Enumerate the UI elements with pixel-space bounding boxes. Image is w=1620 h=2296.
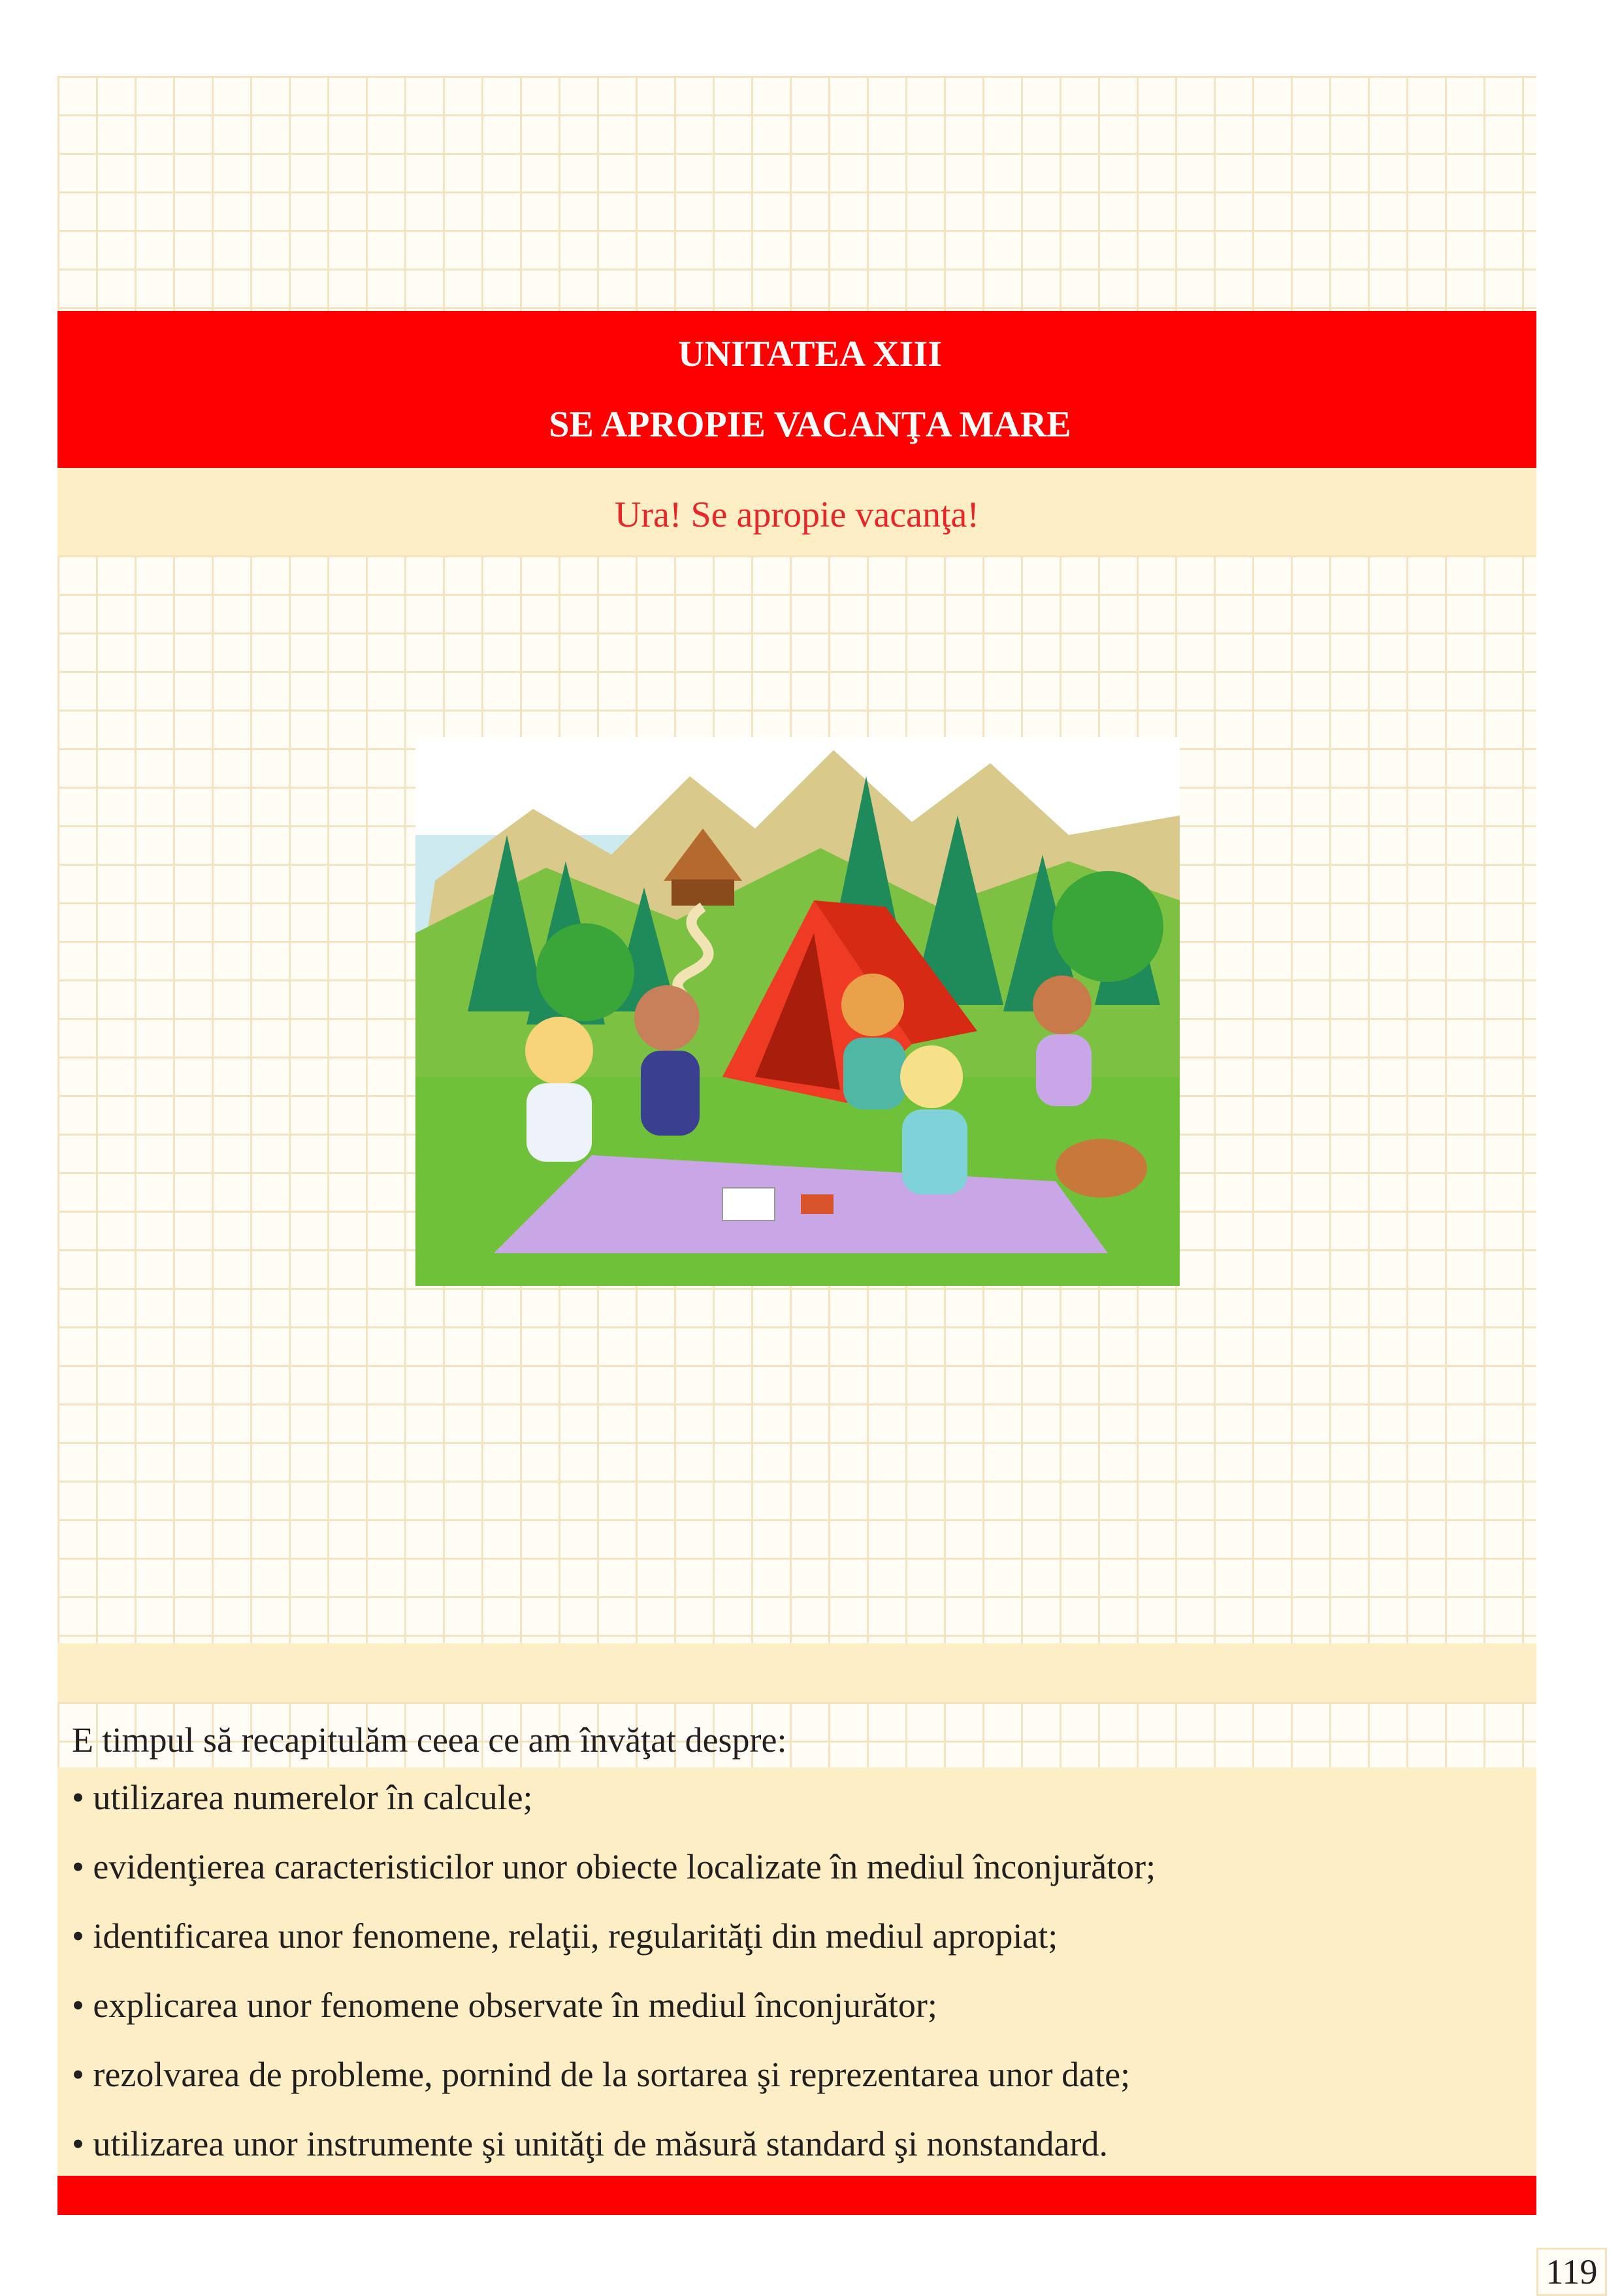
- grid-background-top: [57, 76, 1536, 311]
- summary-list: [72, 1777, 1156, 2193]
- page-number: 119: [1546, 2252, 1598, 2291]
- separator-band: [57, 1643, 1536, 1702]
- summary-intro: E timpul să recapitulăm ceea ce am învăţat despre:: [72, 1720, 787, 1760]
- lesson-subtitle: Ura! Se apropie vacanţa!: [614, 495, 980, 535]
- list-item: • explicarea unor fenomene observate în mediul înconjurător;: [72, 1986, 937, 2025]
- list-item: • rezolvarea de probleme, pornind de la sortarea şi reprezentarea unor date;: [72, 2055, 1131, 2094]
- list-item: • utilizarea numerelor în calcule;: [72, 1778, 533, 1817]
- unit-label: UNITATEA XIII: [677, 334, 943, 374]
- list-item: • identificarea unor fenomene, relaţii, regularităţi din mediul apropiat;: [72, 1916, 1058, 1956]
- bottom-band: [57, 2176, 1536, 2215]
- list-item: • utilizarea unor instrumente şi unităţi de măsură standard şi nonstandard.: [72, 2124, 1108, 2163]
- camping-scene-illustration: [415, 737, 1180, 1286]
- unit-title: SE APROPIE VACANŢA MARE: [549, 404, 1071, 445]
- list-item: • evidenţierea caracteristicilor unor obiecte localizate în mediul înconjurător;: [72, 1847, 1156, 1886]
